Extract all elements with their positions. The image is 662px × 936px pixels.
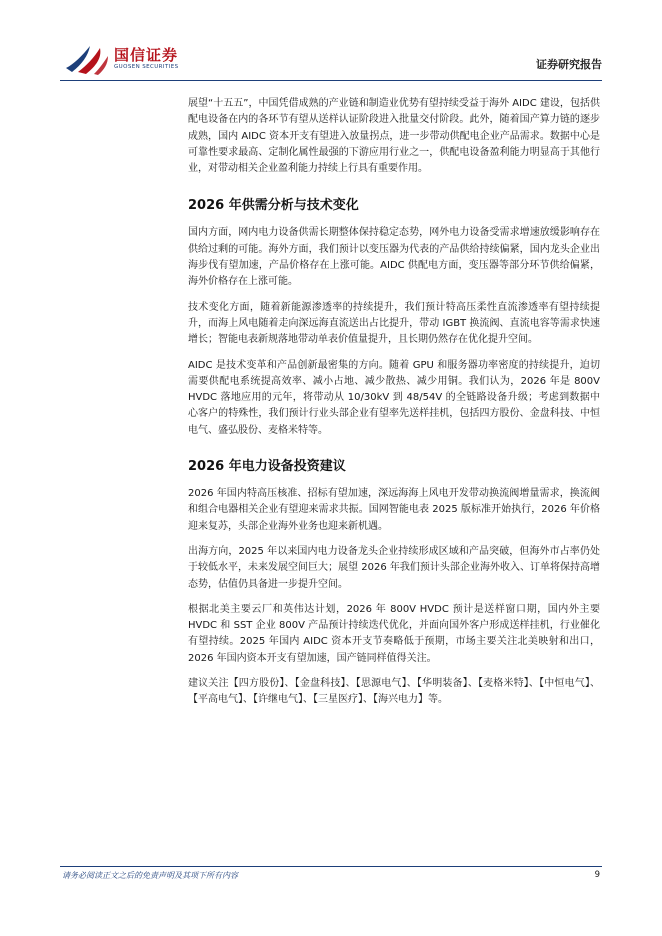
paragraph: 国内方面，网内电力设备供需长期整体保持稳定态势，网外电力设备受需求增速放缓影响存在供给过剩的可能。海外方面，我们预计以变压器为代表的产品供给持续偏紧，国内龙头企业出海步伐有望加速，产品价格存在上涨可能。AIDC 供配电方面，变压器等部分环节供给偏紧，海外价格存在上涨可能。: [188, 227, 600, 288]
footer-divider: [60, 866, 602, 867]
paragraph: AIDC 是技术变革和产品创新最密集的方向。随着 GPU 和服务器功率密度的持续提升，迫切需要供配电系统提高效率、减小占地、减少散热、减少用铜。我们认为，2026 年是 800V HVDC 落地应用的元年，将带动从 10/30kV 到 48/54V 的全链路设备升级；考虑到数据中心客户的特殊性，我们预计行业头部企业有望率先送样挂机，包括四方股份、金盘科技、中恒电气、盛弘股份、麦格米特等。: [188, 359, 600, 436]
paragraph: 建议关注【四方股份】、【金盘科技】、【思源电气】、【华明装备】、【麦格米特】、【中恒电气】、【平高电气】、【许继电气】、【三星医疗】、【海兴电力】等。: [188, 678, 600, 706]
page-header: [0, 0, 662, 82]
main-content: [188, 96, 600, 718]
logo-chinese-name: 国信证券: [114, 46, 179, 64]
paragraph: 根据北美主要云厂和英伟达计划，2026 年 800V HVDC 预计是送样窗口期，国内外主要 HVDC 和 SST 企业 800V 产品预计持续迭代优化，并面向国外客户形成送样挂机，行业催化有望持续。2025 年国内 AIDC 资本开支节奏略低于预期，市场主要关注北美映射和出口，2026 年国内资本开支有望加速，国产链同样值得关注。: [188, 603, 600, 664]
section-heading-investment-advice: 2026 年电力设备投资建议: [188, 459, 346, 475]
page-number: 9: [594, 870, 600, 880]
guosen-logo-mark-icon: [64, 42, 110, 76]
intro-paragraph: 展望“十五五”，中国凭借成熟的产业链和制造业优势有望持续受益于海外 AIDC 建设，包括供配电设备在内的各环节有望从送样认证阶段进入批量交付阶段。此外，随着国产算力链的逐步成熟，国内 AIDC 资本开支有望进入放量拐点，进一步带动供配电企业产品需求。数据中心是可靠性要求最高、定制化属性最强的下游应用行业之一，供配电设备盈利能力明显高于其他行业，对带动相关企业盈利能力持续上行具有重要作用。: [188, 98, 600, 175]
section-heading-supply-demand: 2026 年供需分析与技术变化: [188, 198, 359, 214]
paragraph: 技术变化方面，随着新能源渗透率的持续提升，我们预计特高压柔性直流渗透率有望持续提升，而海上风电随着走向深远海直流送出占比提升，带动 IGBT 换流阀、直流电容等需求快速增长；智能电表新规落地带动单表价值量提升，且长期仍然存在优化提升空间。: [188, 301, 600, 346]
logo-english-name: GUOSEN SECURITIES: [114, 64, 179, 70]
footer-disclaimer: 请务必阅读正文之后的免责声明及其项下所有内容: [62, 871, 238, 880]
paragraph: 出海方向，2025 年以来国内电力设备龙头企业持续形成区域和产品突破，但海外市占率仍处于较低水平，未来发展空间巨大；展望 2026 年我们预计头部企业海外收入、订单将保持高增态势，估值仍具备进一步提升空间。: [188, 545, 600, 590]
paragraph: 2026 年国内特高压核准、招标有望加速，深远海海上风电开发带动换流阀增量需求，换流阀和组合电器相关企业有望迎来需求共振。国网智能电表 2025 版标准开始执行，2026 年价格迎来复苏，头部企业海外业务也迎来新机遇。: [188, 488, 600, 532]
guosen-logo: [64, 42, 204, 78]
report-type-label: 证券研究报告: [536, 58, 602, 71]
header-divider: [60, 80, 602, 81]
